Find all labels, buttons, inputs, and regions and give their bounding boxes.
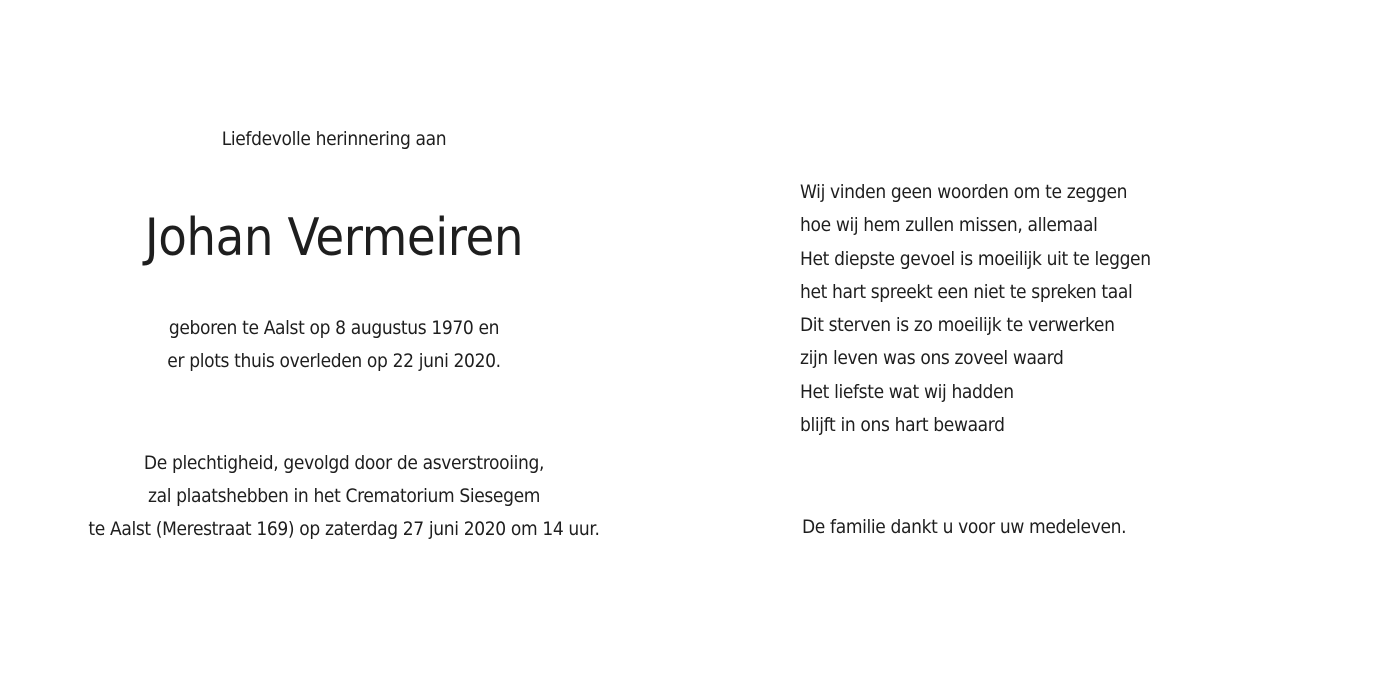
intro-text: Liefdevolle herinnering aan [221, 128, 447, 150]
ceremony-line: De plechtigheid, gevolgd door de asverstrooiing, [143, 452, 545, 474]
right-page [800, 176, 1300, 442]
lifespan-text [33, 312, 634, 378]
lifespan-line: er plots thuis overleden op 22 juni 2020. [167, 350, 501, 372]
ceremony-line: zal plaatshebben in het Crematorium Siesegem [147, 485, 541, 507]
poem-line: Het diepste gevoel is moeilijk uit te leggen [800, 247, 1151, 270]
poem-line: zijn leven was ons zoveel waard [800, 347, 1064, 370]
lifespan-line: geboren te Aalst op 8 augustus 1970 en [168, 317, 500, 339]
poem-line: Dit sterven is zo moeilijk te verwerken [800, 314, 1115, 337]
ceremony-line: te Aalst (Merestraat 169) op zaterdag 27 juni 2020 om 14 uur. [88, 518, 600, 540]
poem-line: hoe wij hem zullen missen, allemaal [800, 214, 1098, 237]
poem-line: Het liefste wat wij hadden [800, 380, 1014, 403]
ceremony-text [34, 447, 653, 546]
poem-line: het hart spreekt een niet te spreken taal [800, 280, 1133, 303]
poem [800, 176, 1250, 442]
poem-line: blijft in ons hart bewaard [800, 414, 1005, 437]
left-page [0, 0, 668, 689]
thanks-text: De familie dankt u voor uw medeleven. [802, 516, 1127, 538]
poem-line: Wij vinden geen woorden om te zeggen [800, 181, 1128, 203]
deceased-name: Johan Vermeiren [144, 208, 524, 268]
